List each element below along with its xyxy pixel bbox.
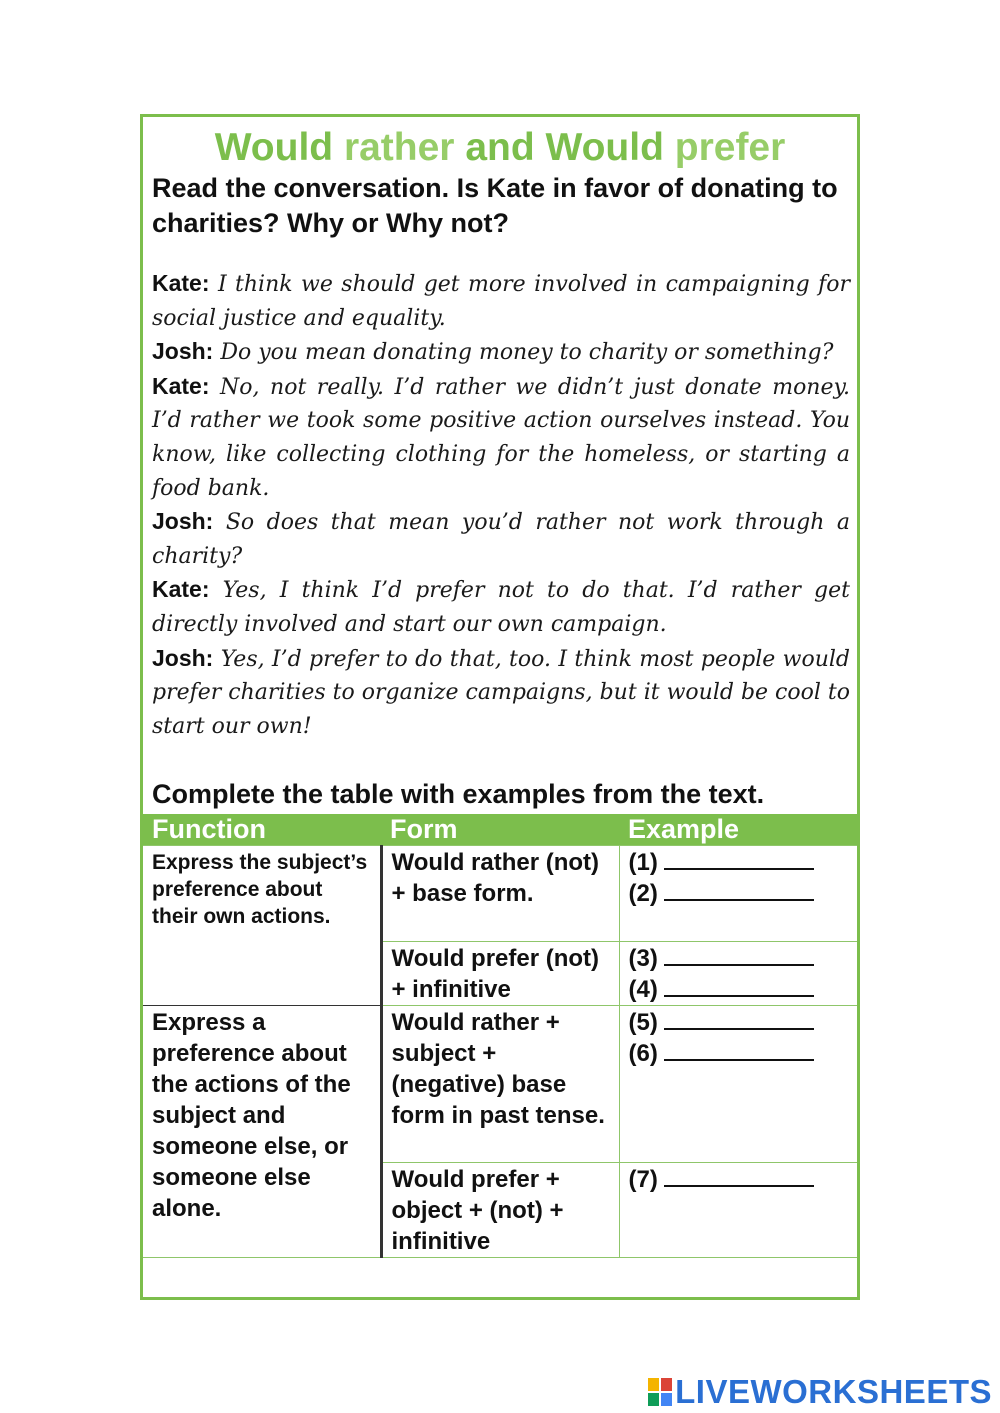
speaker-name: Kate: — [152, 270, 210, 296]
answer-blank[interactable] — [664, 944, 814, 966]
liveworksheets-logo-icon — [648, 1378, 672, 1406]
title-part: Would — [214, 126, 344, 169]
column-header-function: Function — [143, 814, 381, 846]
worksheet-frame — [140, 114, 860, 1300]
empty-row-cell — [143, 1258, 857, 1294]
answer-number: (1) — [628, 849, 658, 876]
answer-blank[interactable] — [664, 975, 814, 997]
title-part: prefer — [674, 126, 786, 169]
answer-blank[interactable] — [664, 1039, 814, 1061]
title-part: Would — [545, 126, 675, 169]
dialogue-text: So does that mean you’d rather not work through a charity? — [152, 510, 850, 569]
speaker-name: Josh: — [152, 338, 214, 365]
example-cell — [619, 1006, 857, 1163]
dialogue-line — [152, 335, 850, 370]
logo-square — [648, 1378, 659, 1391]
dialogue-line — [152, 370, 850, 505]
dialogue-text: I think we should get more involved in campaigning for social justice and equality. — [152, 272, 850, 331]
function-cell: Express the subject’s preference about their own actions. — [143, 846, 381, 1006]
logo-square — [648, 1393, 659, 1406]
answer-blank[interactable] — [664, 1165, 814, 1187]
answer-line — [629, 878, 849, 909]
dialogue-text: Yes, I think I’d prefer not to do that. I’d rather get directly involved and start our own campaign. — [152, 578, 850, 637]
answer-number: (3) — [628, 945, 658, 972]
answer-number: (5) — [628, 1009, 658, 1036]
dialogue-line — [152, 267, 850, 335]
example-cell — [619, 1163, 857, 1258]
answer-line — [629, 974, 849, 1005]
form-cell: Would rather + subject + (negative) base form in past tense. — [381, 1006, 619, 1163]
dialogue-text: Yes, I’d prefer to do that, too. I think most people would prefer charities to organize campaigns, but it would be cool to start our own! — [152, 646, 850, 739]
table-header-row — [143, 814, 857, 846]
answer-number: (4) — [628, 976, 658, 1003]
answer-number: (7) — [628, 1166, 658, 1193]
speaker-name: Josh: — [152, 644, 214, 671]
answer-line — [629, 1038, 849, 1069]
speaker-name: Kate: — [152, 372, 210, 399]
example-cell — [619, 846, 857, 942]
table-row — [143, 1258, 857, 1294]
liveworksheets-brand-text: LIVEWORKSHEETS — [675, 1373, 992, 1410]
dialogue-line — [152, 505, 850, 573]
logo-square — [661, 1378, 672, 1391]
grammar-table — [143, 814, 857, 1293]
table-row — [143, 846, 857, 942]
title-part: rather — [343, 126, 455, 169]
dialogue-text: Do you mean donating money to charity or something? — [220, 340, 834, 366]
dialogue-text: No, not really. I’d rather we didn’t just donate money. I’d rather we took some positive action ourselves instead. You know, like collecting clothing for the homeless, or starting a food bank. — [152, 374, 850, 501]
conversation — [152, 267, 850, 743]
title-part: and — [454, 126, 546, 169]
speaker-name: Josh: — [152, 508, 214, 535]
answer-blank[interactable] — [664, 848, 814, 870]
answer-line — [629, 1007, 849, 1038]
logo-square — [661, 1393, 672, 1406]
liveworksheets-logo — [648, 1372, 992, 1412]
table-instruction: Complete the table with examples from the text. — [152, 779, 765, 809]
dialogue-line — [152, 573, 850, 641]
form-cell: Would prefer (not) + infinitive — [381, 942, 619, 1006]
answer-number: (2) — [628, 880, 658, 907]
example-cell — [619, 942, 857, 1006]
dialogue-line — [152, 642, 850, 744]
worksheet-title — [143, 125, 857, 171]
answer-line — [629, 847, 849, 878]
column-header-form: Form — [381, 814, 619, 846]
form-cell: Would prefer + object + (not) + infinitive — [381, 1163, 619, 1258]
table-row — [143, 1006, 857, 1163]
reading-question: Read the conversation. Is Kate in favor of donating to charities? Why or Why not? — [152, 173, 838, 238]
speaker-name: Kate: — [152, 576, 210, 603]
answer-blank[interactable] — [664, 879, 814, 901]
column-header-example: Example — [619, 814, 857, 846]
form-cell: Would rather (not) + base form. — [381, 846, 619, 942]
answer-line — [629, 943, 849, 974]
answer-blank[interactable] — [664, 1008, 814, 1030]
answer-line — [629, 1164, 849, 1195]
function-cell: Express a preference about the actions of the subject and someone else, or someone else alone. — [143, 1006, 381, 1258]
answer-number: (6) — [628, 1040, 658, 1067]
